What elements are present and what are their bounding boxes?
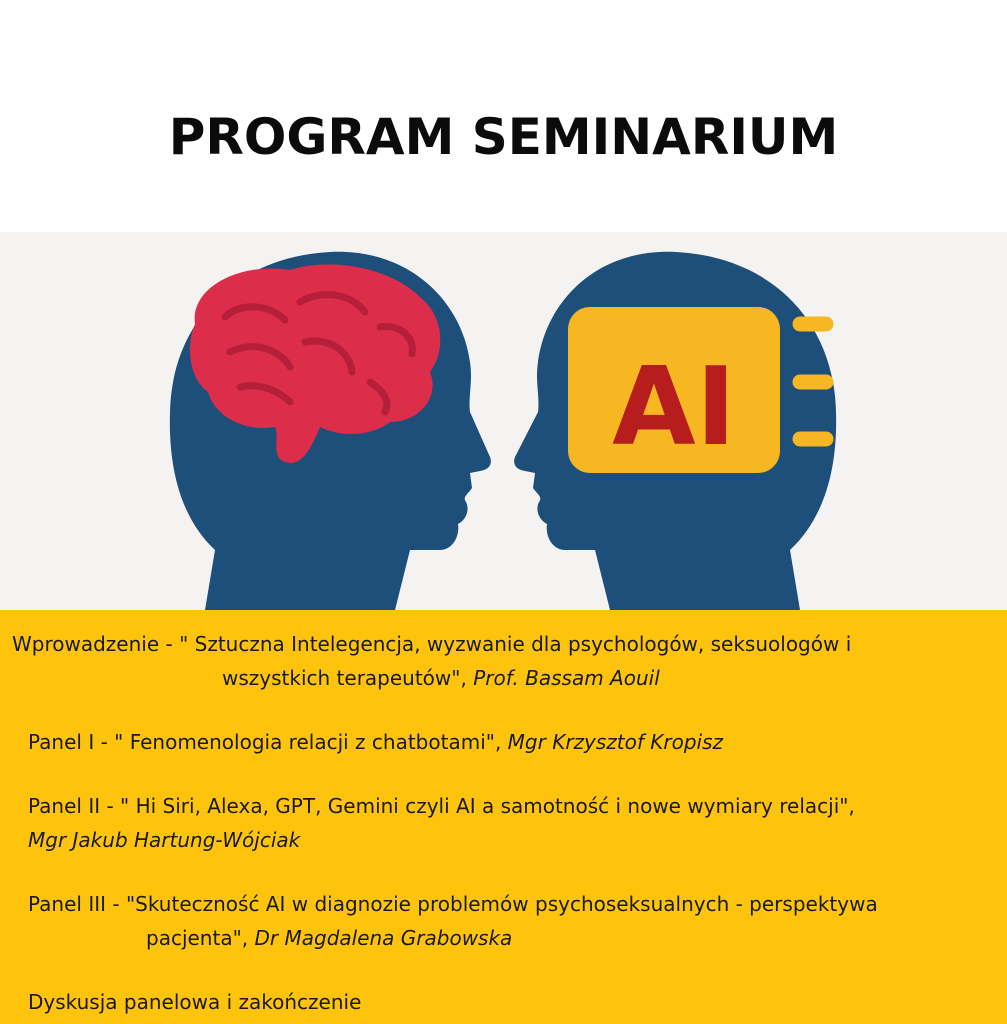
program-item-panel-2-cont bbox=[28, 828, 300, 852]
illustration bbox=[0, 232, 1007, 610]
program-item-text: Dyskusja panelowa i zakończenie bbox=[28, 990, 362, 1014]
human-vs-ai-illustration bbox=[0, 232, 1007, 610]
ai-badge-text: AI bbox=[612, 345, 736, 470]
program-item-text: pacjenta", bbox=[146, 926, 249, 950]
program-item-text: Wprowadzenie - " Sztuczna Intelegencja, wyzwanie dla psychologów, seksuologów i bbox=[12, 632, 852, 656]
program-item-closing bbox=[28, 990, 361, 1014]
program-speaker: Prof. Bassam Aouil bbox=[473, 666, 660, 690]
program-item-panel-1 bbox=[28, 730, 723, 754]
program-item-text: Panel II - " Hi Siri, Alexa, GPT, Gemini czyli AI a samotność i nowe wymiary relacji", bbox=[28, 794, 855, 818]
header bbox=[0, 0, 1007, 232]
program-item-panel-3 bbox=[28, 892, 878, 916]
program-speaker: Dr Magdalena Grabowska bbox=[254, 926, 513, 950]
page-title: PROGRAM SEMINARIUM bbox=[168, 108, 839, 166]
program-section bbox=[0, 610, 1007, 1024]
program-item-panel-2 bbox=[28, 794, 855, 818]
program-item-panel-3-cont bbox=[146, 926, 512, 950]
program-item-intro-cont bbox=[222, 666, 660, 690]
program-speaker: Mgr Jakub Hartung-Wójciak bbox=[28, 828, 301, 852]
program-speaker: Mgr Krzysztof Kropisz bbox=[507, 730, 724, 754]
program-item-text: Panel I - " Fenomenologia relacji z chatbotami", bbox=[28, 730, 502, 754]
program-item-text: wszystkich terapeutów", bbox=[222, 666, 467, 690]
program-item-intro bbox=[12, 632, 851, 656]
program-item-text: Panel III - "Skuteczność AI w diagnozie problemów psychoseksualnych - perspektywa bbox=[28, 892, 878, 916]
